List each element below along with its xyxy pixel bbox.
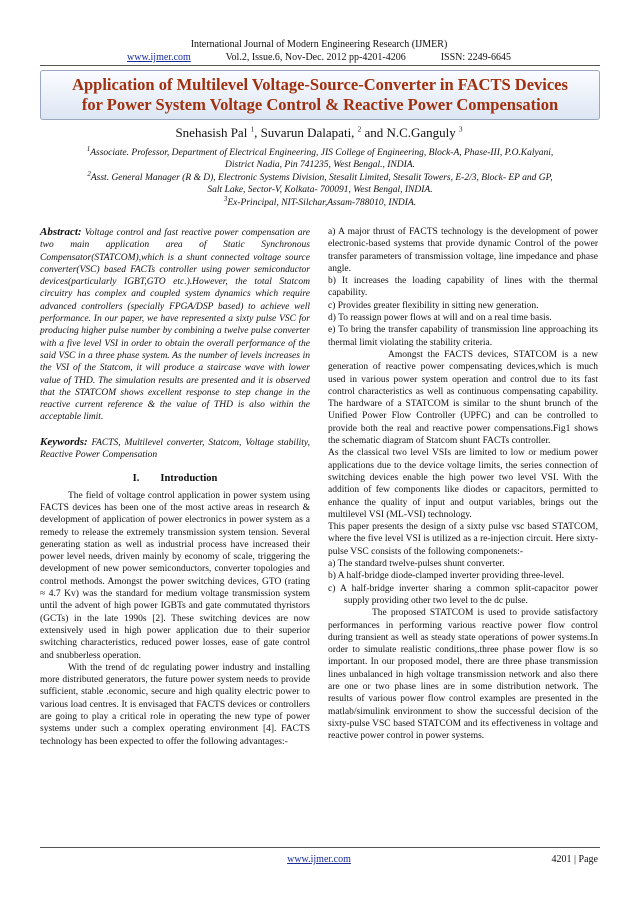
header-meta [0, 52, 638, 63]
intro-paragraph-2: With the trend of dc regulating power industry and installing more distributed generators, the future power system needs to provide sufficient, stable .economic, secure and high quality electric power to various load centres. It is envisaged that FACTS devices or controllers are going to play a critical role in operating the new type of power systems under such a complex operating environment [4]. FACTS technology has been expected to offer the following advantages:- [40, 662, 310, 747]
advantage-d: d) To reassign power flows at will and on a real time basis. [328, 313, 552, 324]
intro-heading: I. Introduction [132, 473, 218, 485]
author-1: Snehasish Pal [175, 125, 248, 140]
abstract-label: Abstract: [40, 226, 82, 238]
right-column [328, 226, 598, 742]
keywords-text: FACTS, Multilevel converter, Statcom, Voltage stability, Reactive Power Compensation [40, 437, 311, 461]
abstract-text: Voltage control and fast reactive power compensation are two main application area of Static Synchronous Compensator(STATCOM),which is a shunt connected voltage source converter(VSC) based FACTs controller using power semiconductor devices(particularly IGBT,GTO etc.).However, the total Statcom circuitry has complex and coupled system dynamics which require advanced controllers (specially FPGA/DSP based) to achieve well performance. In our paper, we have represented a sixty pulse VSC for producing higher pulse number by combining a twelve pulse converter with a five level VSI in order to obtain the overall performance of the said VSC in a three phase system. As the number of levels increases in the VSI of the Statcom, it will produce a staircase wave with lower value of THD. The simulation results are presented and it is observed that the STATCOM shows excellent response to step change in the reactive current reference & the value of THD is also within the acceptable limit. [40, 228, 311, 423]
affiliation-2-line-1: Asst. General Manager (R & D), Electronic Systems Division, Stesalit Limited, Stesalit Towers, E-2/3, Block- EP and GP, [90, 173, 553, 184]
component-c: c) A half-bridge inverter sharing a common split-capacitor power supply providing other two level to the dc pulse. [328, 583, 598, 606]
affiliation-2-mark: 2 [87, 170, 91, 178]
affiliation-1-line-2: District Nadia, Pin 741235, West Bengal., INDIA. [225, 160, 415, 171]
statcom-paragraph: Amongst the FACTS devices, STATCOM is a new generation of reactive power compensating devices,which is much used in various power system operation and control due to its fast control characteristics as well as continuous compensating capability. The hardware of a STATCOM is similar to the shunt brunch of the Unified Power Flow Controller (UPFC) and can be controlled to provide both the real and reactive power compensations.Fig1 shows the schematic diagram of Statcom shunt FACTs controller. [328, 349, 598, 447]
page-number: 4201 | Page [551, 854, 598, 865]
authors: Snehasish Pal $^1$, Suvarun Dalapati, $^2$ and N.C.Ganguly $^3$ [175, 125, 463, 140]
vsi-paragraph: As the classical two level VSIs are limited to low or medium power applications due to the device voltage limits, the series connection of switching devices enable the high power two level VSI. With the addition of few components like diodes or capacitors, permitted to enhance the quality of input and output variables, brings out the multilevel VSI (ML-VSI) technology. [328, 448, 598, 520]
left-column [40, 226, 310, 748]
header-rule [40, 65, 600, 66]
affiliation-3-mark: 3 [223, 195, 228, 203]
keywords-label: Keywords: [40, 435, 88, 448]
journal-name: International Journal of Modern Engineering Research (IJMER) [190, 39, 448, 50]
affiliation-2-line-2: Salt Lake, Sector-V, Kolkata- 700091, West Bengal, INDIA. [207, 185, 433, 196]
proposed-paragraph: The proposed STATCOM is used to provide satisfactory performances in performing various reactive power flow control during transient as well as steady state operations of power systems.In order to simulate realistic conditions,.three phase power flow is so important. In our proposed model, there are three phase transmission lines unbalanced in high voltage transmission network and also there are one or two phase lines are in some distribution network. The results of various power flow control examples are presented in the matlab/simulink environment to show the successful decision of the sixty-pulse VSC based STATCOM and its effectiveness in voltage and reactive power control in power systems. [328, 608, 598, 742]
affiliation-2 [40, 168, 600, 196]
title-box [40, 70, 600, 120]
affiliation-3 [40, 193, 600, 209]
footer-url-link[interactable]: www.ijmer.com [287, 854, 351, 865]
design-paragraph: This paper presents the design of a sixty pulse vsc based STATCOM, where the five level VSI is utilized as a re-injection circuit. Here sixty-pulse VSC consists of the following componenets:- [328, 522, 598, 557]
author-1-mark: 1 [250, 125, 255, 134]
author-2-mark: 2 [357, 125, 362, 134]
issn: ISSN: 2249-6645 [440, 52, 511, 63]
title-line-1: Application of Multilevel Voltage-Source-Converter in FACTS Devices [72, 75, 568, 94]
affiliation-1-line-1: Associate. Professor, Department of Electrical Engineering, JIS College of Engineering, Block-A, Phase-III, P.O.Kalyani, [90, 148, 554, 159]
author-3-mark: 3 [459, 125, 463, 134]
advantage-a: a) A major thrust of FACTS technology is the development of power electronic-based systems that provide dynamic Control of the power transfer parameters of transmission voltage, line impedance and phase angle. [328, 227, 598, 274]
affiliation-3-line-1: Ex-Principal, NIT-Silchar,Assam-788010, INDIA. [227, 198, 417, 209]
advantage-e: e) To bring the transfer capability of transmission line approaching its thermal limit violating the stability criteria. [328, 325, 598, 348]
author-3: and N.C.Ganguly [364, 125, 456, 140]
component-b: b) A half-bridge diode-clamped inverter providing three-level. [328, 571, 565, 582]
title-line-2: for Power System Voltage Control & Reactive Power Compensation [81, 95, 559, 114]
affiliation-1 [40, 143, 600, 171]
keywords [40, 436, 310, 462]
author-2: Suvarun Dalapati, [260, 125, 355, 140]
journal-url-link[interactable]: www.ijmer.com [127, 52, 191, 63]
advantage-b: b) It increases the loading capability of lines with the thermal capability. [328, 276, 598, 299]
footer-rule [40, 847, 600, 848]
affiliation-1-mark: 1 [86, 145, 91, 153]
advantage-c: c) Provides greater flexibility in sitting new generation. [328, 300, 539, 311]
intro-paragraph-1: The field of voltage control application in power system using FACTS devices has been one of the most active areas in research & development of application of power electronics in power system as a remedy to release the extremely transmission system tension. Several generating station as well as industrial process have increased their power level needs, driven mainly by economy of scale, triggering the development of new power semiconductors, converter topologies and control methods. Amongst the power switching devices, GTO (rating ≈ 4.7 Kv) was the standard for medium voltage transmission system until the advent of high power IGBTs and gate commutated thyristors (GCTs) in the late 1990s [2]. These switching devices are now extensively used in high power application due to their superior switching characteristics, reduced power losses, ease of gate control and snubberless operation. [40, 490, 310, 661]
volume-info: Vol.2, Issue.6, Nov-Dec. 2012 pp-4201-4206 [225, 52, 406, 63]
component-a: a) The standard twelve-pulses shunt converter. [328, 559, 505, 570]
abstract [40, 226, 310, 424]
